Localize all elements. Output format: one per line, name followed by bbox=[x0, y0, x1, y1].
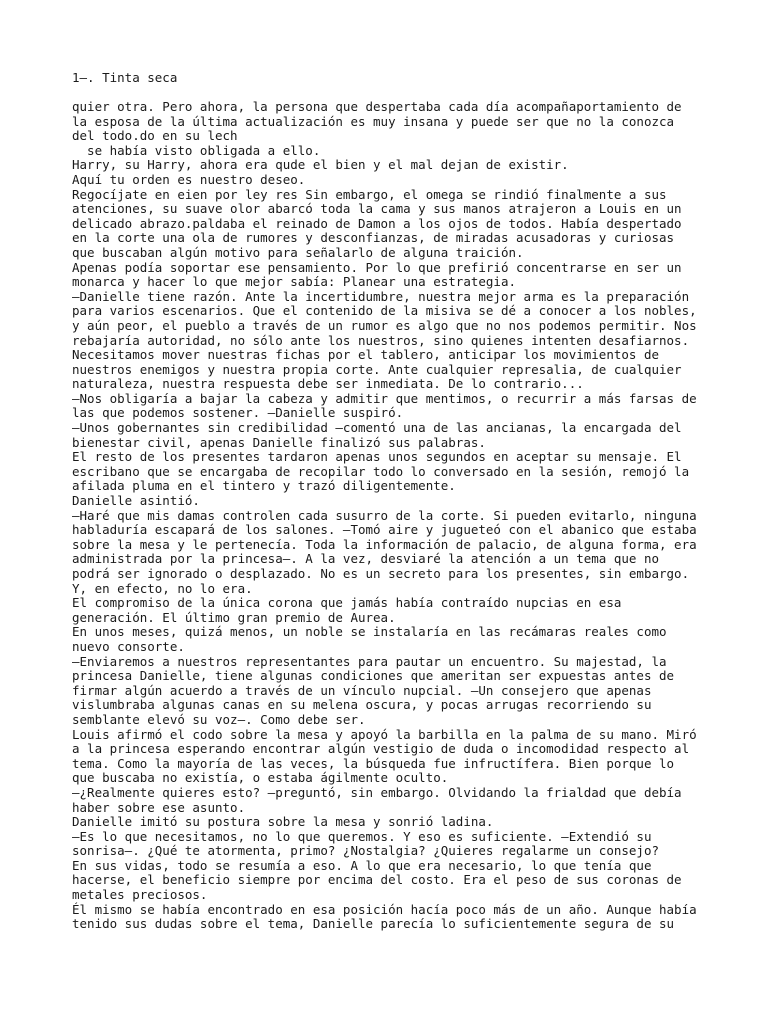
text-line: Necesitamos mover nuestras fichas por el tablero, anticipar los movimientos de bbox=[72, 347, 659, 363]
text-line: para varios escenarios. Que el contenido de la misiva se dé a conocer a los nobles, bbox=[72, 303, 697, 319]
text-line: —Danielle tiene razón. Ante la incertidumbre, nuestra mejor arma es la preparación bbox=[72, 288, 690, 304]
text-line: se había visto obligada a ello. bbox=[72, 142, 321, 158]
text-line: Aquí tu orden es nuestro deseo. bbox=[72, 171, 306, 187]
text-line: Él mismo se había encontrado en esa posición hacía poco más de un año. Aunque había bbox=[72, 901, 697, 917]
text-line: la esposa de la última actualización es muy insana y puede ser que no la conozca bbox=[72, 113, 675, 129]
text-line: tema. Como la mayoría de las veces, la búsqueda fue infructífera. Bien porque lo bbox=[72, 755, 675, 771]
text-line: princesa Danielle, tiene algunas condiciones que ameritan ser expuestas antes de bbox=[72, 668, 675, 684]
text-line: firmar algún acuerdo a través de un vínculo nupcial. —Un consejero que apenas bbox=[72, 682, 652, 698]
text-line: —Enviaremos a nuestros representantes para pautar un encuentro. Su majestad, la bbox=[72, 653, 667, 669]
text-line: generación. El último gran premio de Aurea. bbox=[72, 609, 396, 625]
text-line: —Unos gobernantes sin credibilidad —comentó una de las ancianas, la encargada del bbox=[72, 420, 682, 436]
text-line: —Es lo que necesitamos, no lo que queremos. Y eso es suficiente. —Extendió su bbox=[72, 828, 652, 844]
text-line: que buscaba no existía, o estaba ágilmente oculto. bbox=[72, 770, 449, 786]
text-line: escribano que se encargaba de recopilar todo lo conversado en la sesión, remojó la bbox=[72, 463, 690, 479]
text-line: haber sobre ese asunto. bbox=[72, 799, 246, 815]
text-line: habladuría escapará de los salones. —Tomó aire y jugueteó con el abanico que estaba bbox=[72, 522, 697, 538]
text-line: Y, en efecto, no lo era. bbox=[72, 580, 253, 596]
text-line: rebajaría autoridad, no sólo ante los nuestros, sino quienes intenten desafiarnos. bbox=[72, 332, 690, 348]
text-line: Danielle imitó su postura sobre la mesa y sonrió ladina. bbox=[72, 814, 494, 830]
text-line: y aún peor, el pueblo a través de un rumor es algo que no nos podemos permitir. Nos bbox=[72, 317, 697, 333]
text-line: las que podemos sostener. —Danielle suspiró. bbox=[72, 405, 404, 421]
text-line: semblante elevó su voz—. Como debe ser. bbox=[72, 711, 366, 727]
text-line: Apenas podía soportar ese pensamiento. Por lo que prefirió concentrarse en ser un bbox=[72, 259, 682, 275]
text-line: metales preciosos. bbox=[72, 887, 208, 903]
text-line: bienestar civil, apenas Danielle finalizó sus palabras. bbox=[72, 434, 486, 450]
text-line: naturaleza, nuestra respuesta debe ser inmediata. De lo contrario... bbox=[72, 376, 584, 392]
text-line: a la princesa esperando encontrar algún vestigio de duda o incomodidad respecto al bbox=[72, 741, 690, 757]
text-line: del todo.do en su lech bbox=[72, 128, 238, 144]
text-line: delicado abrazo.paldaba el reinado de Damon a los ojos de todos. Había despertado bbox=[72, 215, 682, 231]
text-line: afilada pluma en el tintero y trazó diligentemente. bbox=[72, 478, 456, 494]
text-line: monarca y hacer lo que mejor sabía: Planear una estrategia. bbox=[72, 274, 517, 290]
text-line: Danielle asintió. bbox=[72, 493, 200, 509]
text-line: —¿Realmente quieres esto? —preguntó, sin embargo. Olvidando la frialdad que debía bbox=[72, 784, 682, 800]
text-line: vislumbraba algunas canas en su melena oscura, y pocas arrugas recorriendo su bbox=[72, 697, 652, 713]
document-body bbox=[72, 100, 762, 932]
text-line: sonrisa—. ¿Qué te atormenta, primo? ¿Nostalgia? ¿Quieres regalarme un consejo? bbox=[72, 843, 659, 859]
text-line: El resto de los presentes tardaron apenas unos segundos en aceptar su mensaje. El bbox=[72, 449, 682, 465]
text-line: nuestros enemigos y nuestra propia corte. Ante cualquier represalia, de cualquier bbox=[72, 361, 682, 377]
text-line: atenciones, su suave olor abarcó toda la cama y sus manos atrajeron a Louis en un bbox=[72, 201, 682, 217]
text-line: —Nos obligaría a bajar la cabeza y admitir que mentimos, o recurrir a más farsas de bbox=[72, 390, 697, 406]
text-line: Louis afirmó el codo sobre la mesa y apoyó la barbilla en la palma de su mano. Miró bbox=[72, 726, 697, 742]
text-line: en la corte una ola de rumores y desconfianzas, de miradas acusadoras y curiosas bbox=[72, 230, 675, 246]
text-line: El compromiso de la única corona que jamás había contraído nupcias en esa bbox=[72, 595, 622, 611]
text-line: podrá ser ignorado o desplazado. No es un secreto para los presentes, sin embargo. bbox=[72, 566, 690, 581]
text-line: que buscaban algún motivo para señalarlo de alguna traición. bbox=[72, 244, 524, 260]
text-line: sobre la mesa y le pertenecía. Toda la información de palacio, de alguna forma, era bbox=[72, 536, 697, 552]
text-line: tenido sus dudas sobre el tema, Danielle parecía lo suficientemente segura de su bbox=[72, 916, 675, 932]
text-line: quier otra. Pero ahora, la persona que despertaba cada día acompañaportamiento de bbox=[72, 99, 682, 114]
text-line: —Haré que mis damas controlen cada susurro de la corte. Si pueden evitarlo, ninguna bbox=[72, 507, 697, 523]
text-line: Harry, su Harry, ahora era qude el bien y el mal dejan de existir. bbox=[72, 157, 569, 173]
text-line: Regocíjate en eien por ley res Sin embargo, el omega se rindió finalmente a sus bbox=[72, 186, 667, 202]
text-line: hacerse, el beneficio siempre por encima del costo. Era el peso de sus coronas de bbox=[72, 872, 682, 888]
text-line: administrada por la princesa—. A la vez, desviaré la atención a un tema que no bbox=[72, 551, 659, 567]
chapter-heading: 1—. Tinta seca bbox=[72, 70, 178, 85]
text-line: En sus vidas, todo se resumía a eso. A lo que era necesario, lo que tenía que bbox=[72, 857, 652, 873]
text-line: nuevo consorte. bbox=[72, 638, 185, 654]
text-line: En unos meses, quizá menos, un noble se instalaría en las recámaras reales como bbox=[72, 624, 667, 640]
